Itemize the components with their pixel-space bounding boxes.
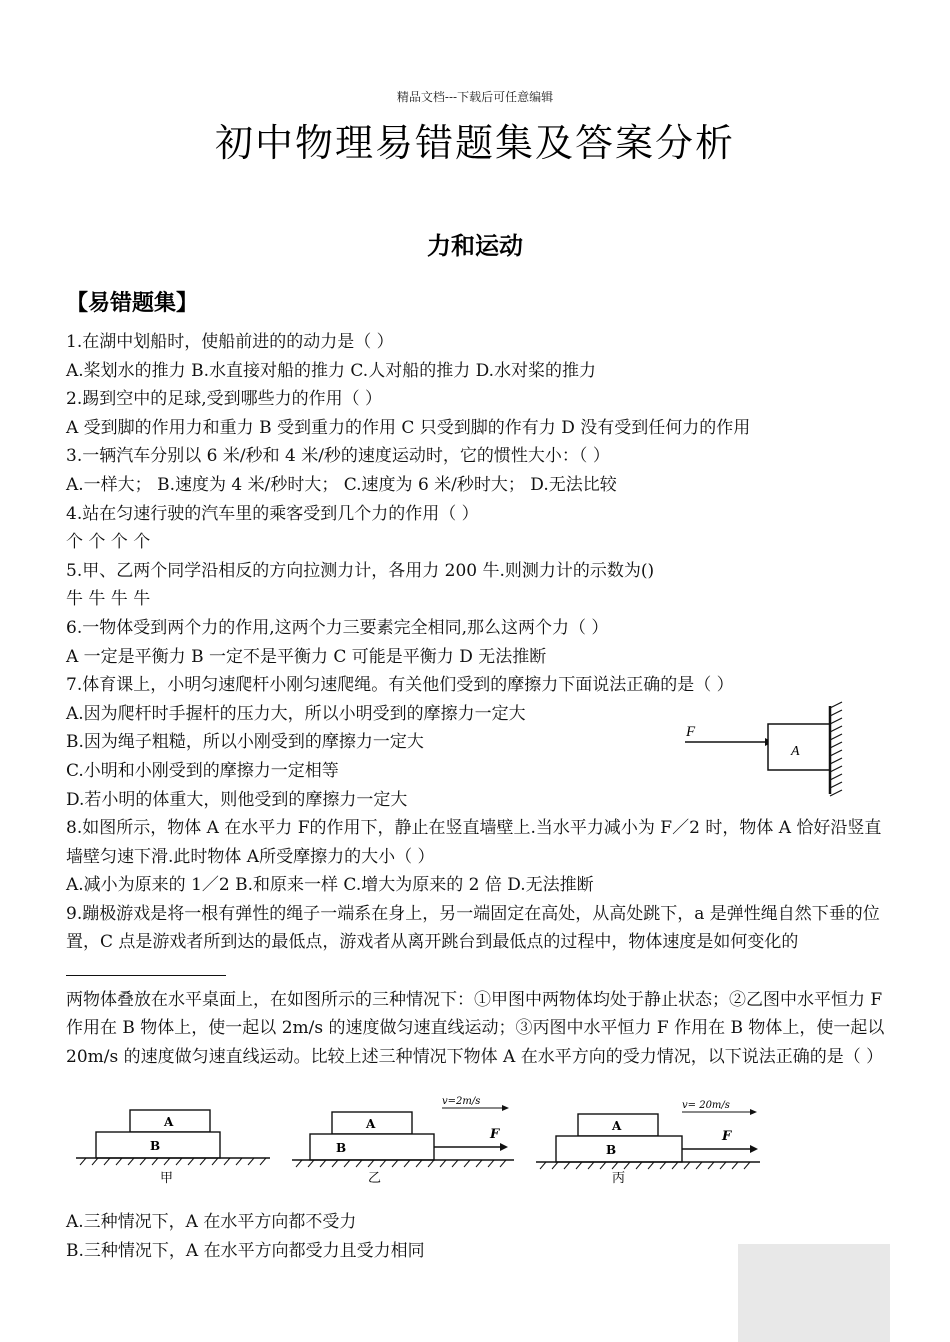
q1-options: A.桨划水的推力 B.水直接对船的推力 C.人对船的推力 D.水对桨的推力 bbox=[66, 360, 597, 381]
header-note: 精品文档---下载后可任意编辑 bbox=[396, 90, 554, 104]
q5-stem: 5.甲、乙两个同学沿相反的方向拉测力计，各用力 200 牛.则测力计的示数为() bbox=[66, 560, 655, 581]
q7-option-d: D.若小明的体重大，则他受到的摩擦力一定大 bbox=[66, 789, 408, 810]
figure-bing bbox=[536, 1100, 760, 1186]
q3-stem: 3.一辆汽车分别以 6 米/秒和 4 米/秒的速度运动时，它的惯性大小：（ ） bbox=[66, 446, 610, 467]
q4-stem: 4.站在匀速行驶的汽车里的乘客受到几个力的作用（ ） bbox=[66, 503, 479, 524]
subsection-title: 【易错题集】 bbox=[66, 290, 199, 316]
block-a-label: A bbox=[612, 1119, 622, 1133]
answer-blank bbox=[66, 957, 226, 976]
force-label-bing: F bbox=[722, 1129, 732, 1144]
force-label-yi: F bbox=[490, 1127, 500, 1142]
q7-option-b: B.因为绳子粗糙，所以小刚受到的摩擦力一定大 bbox=[66, 732, 424, 753]
q10-option-b: B.三种情况下，A 在水平方向都受力且受力相同 bbox=[66, 1240, 425, 1261]
block-a-label: A bbox=[791, 744, 800, 759]
ground-hatch bbox=[80, 1158, 266, 1165]
document-title: 初中物理易错题集及答案分析 bbox=[214, 121, 735, 165]
q2-stem: 2.踢到空中的足球,受到哪些力的作用（ ） bbox=[66, 389, 383, 410]
q6-stem: 6.一物体受到两个力的作用,这两个力三要素完全相同,那么这两个力（ ） bbox=[66, 617, 609, 638]
q3-options: A.一样大； B.速度为 4 米/秒时大； C.速度为 6 米/秒时大； D.无法比较 bbox=[66, 474, 617, 495]
block-b-label: B bbox=[336, 1141, 347, 1155]
ground-hatch bbox=[296, 1160, 506, 1167]
q6-options: A 一定是平衡力 B 一定不是平衡力 C 可能是平衡力 D 无法推断 bbox=[66, 646, 547, 667]
ground-hatch bbox=[540, 1162, 750, 1169]
figure-jia bbox=[76, 1110, 270, 1186]
stacked-blocks-figure bbox=[70, 1090, 770, 1190]
section-title: 力和运动 bbox=[427, 231, 523, 260]
q7-option-a: A.因为爬杆时手握杆的压力大，所以小明受到的摩擦力一定大 bbox=[66, 703, 526, 724]
q8-options: A.减小为原来的 1／2 B.和原来一样 C.增大为原来的 2 倍 D.无法推断 bbox=[66, 875, 594, 896]
q2-options: A 受到脚的作用力和重力 B 受到重力的作用 C 只受到脚的作有力 D 没有受到任何力的作用 bbox=[66, 417, 751, 438]
q10-option-a: A.三种情况下，A 在水平方向都不受力 bbox=[66, 1212, 357, 1232]
q7-option-c: C.小明和小刚受到的摩擦力一定相等 bbox=[66, 760, 339, 781]
q9-stem bbox=[66, 900, 886, 986]
force-label: F bbox=[686, 724, 696, 740]
wall-force-figure bbox=[680, 700, 860, 800]
watermark-patch bbox=[738, 1244, 890, 1342]
speed-arrowhead bbox=[750, 1109, 757, 1115]
caption-bing: 丙 bbox=[612, 1171, 626, 1186]
figure-yi bbox=[292, 1096, 514, 1186]
caption-yi: 乙 bbox=[368, 1171, 382, 1186]
q8-stem: 8.如图所示，物体 A 在水平力 F的作用下，静止在竖直墙壁上.当水平力减小为 F／2 时，物体 A 恰好沿竖直墙壁匀速下滑.此时物体 A所受摩擦力的大小（ ） bbox=[66, 818, 882, 867]
block-a-label: A bbox=[164, 1115, 174, 1129]
q10-stem: 两物体叠放在水平桌面上，在如图所示的三种情况下：①甲图中两物体均处于静止状态；②乙图中水平恒力 F 作用在 B 物体上，使一起以 2m/s 的速度做匀速直线运动；③丙图中水平恒力 F 作用在 B 物体上，使一起以 20m/s 的速度做匀速直线运动。比较上述三种情况下物体 A 在水平方向的受力情况，以下说法正确的是（ ） bbox=[66, 989, 885, 1067]
force-arrowhead bbox=[750, 1145, 758, 1153]
q5-options: 牛 牛 牛 牛 bbox=[66, 589, 151, 610]
caption-jia: 甲 bbox=[160, 1171, 174, 1186]
q4-options: 个 个 个 个 bbox=[66, 532, 151, 553]
q1-stem: 1.在湖中划船时，使船前进的的动力是（ ） bbox=[66, 332, 394, 352]
block-b-label: B bbox=[150, 1139, 161, 1153]
speed-arrowhead bbox=[502, 1105, 509, 1111]
q7-stem: 7.体育课上，小明匀速爬杆小刚匀速爬绳。有关他们受到的摩擦力下面说法正确的是（ ） bbox=[66, 675, 734, 696]
block-b-yi bbox=[310, 1134, 434, 1160]
wall-hatching bbox=[830, 702, 842, 796]
speed-label-yi: v=2m/s bbox=[442, 1096, 481, 1107]
block-b-bing bbox=[556, 1136, 682, 1162]
block-a-label: A bbox=[366, 1117, 376, 1131]
block-b-label: B bbox=[606, 1143, 617, 1157]
q9-text: 9.蹦极游戏是将一根有弹性的绳子一端系在身上，另一端固定在高处，从高处跳下，a 是弹性绳自然下垂的位置，C 点是游戏者所到达的最低点，游戏者从离开跳台到最低点的过程中，物体速度是如何变化的 bbox=[66, 903, 880, 953]
force-arrowhead bbox=[500, 1143, 508, 1151]
speed-label-bing: v= 20m/s bbox=[682, 1100, 730, 1111]
